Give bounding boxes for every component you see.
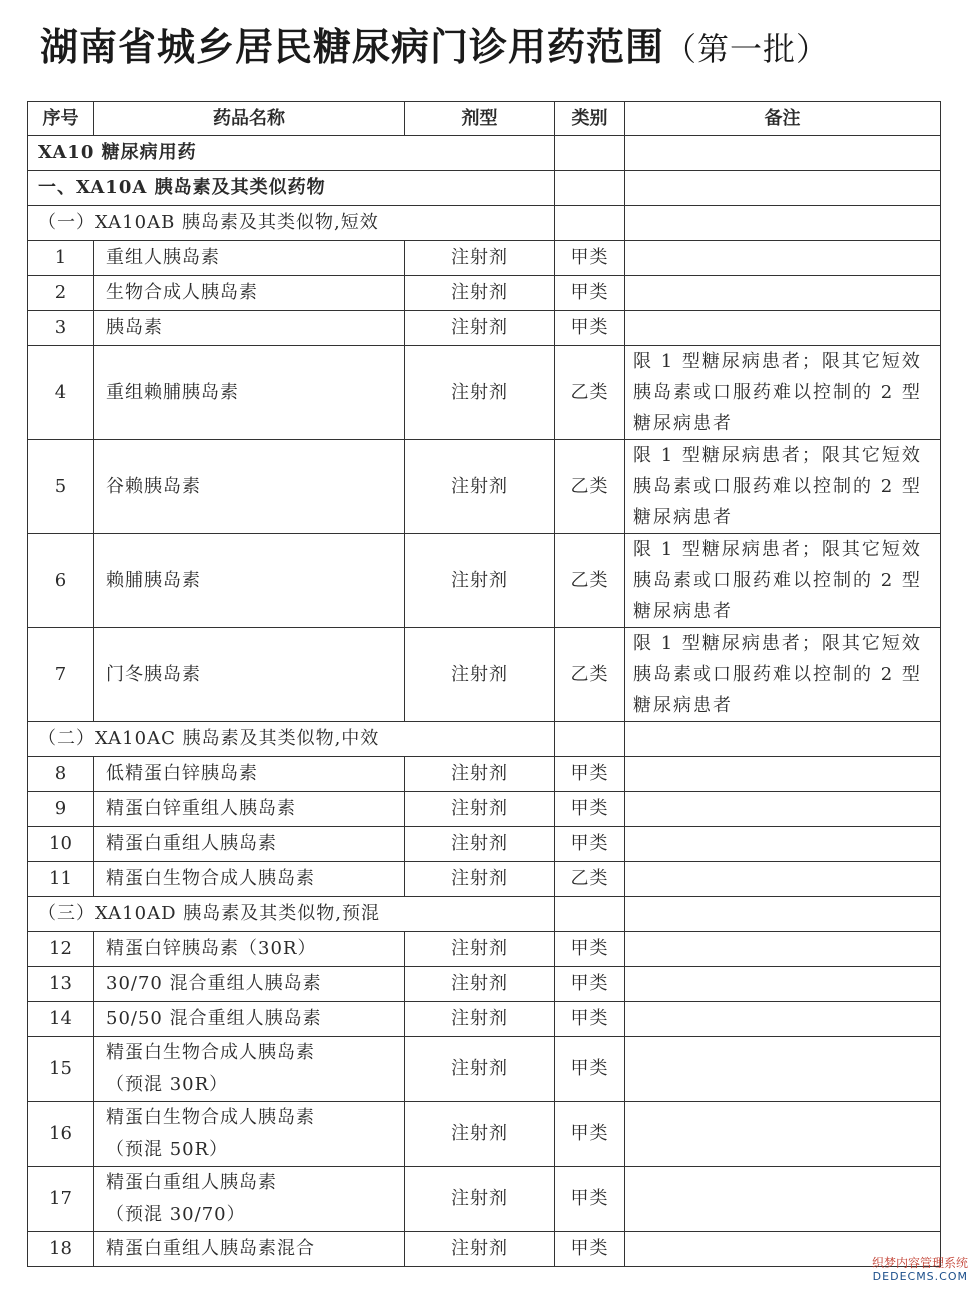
row-category: 甲类	[555, 827, 625, 862]
table-row	[28, 628, 941, 722]
row-form: 注射剂	[405, 241, 555, 276]
row-form: 注射剂	[405, 534, 555, 628]
row-no: 10	[28, 827, 94, 862]
row-note	[625, 827, 941, 862]
watermark	[872, 1256, 968, 1284]
table-row	[28, 1232, 941, 1267]
row-category: 甲类	[555, 1102, 625, 1167]
watermark-line1: 织梦内容管理系统	[871, 1256, 968, 1270]
row-note	[625, 241, 941, 276]
header-category: 类别	[555, 102, 625, 136]
table-row	[28, 241, 941, 276]
row-form: 注射剂	[405, 967, 555, 1002]
empty-cell	[625, 206, 941, 241]
row-name: 谷赖胰岛素	[94, 440, 405, 534]
group-row	[28, 897, 941, 932]
row-note	[625, 862, 941, 897]
group-row	[28, 206, 941, 241]
table-row	[28, 862, 941, 897]
row-name	[94, 1167, 405, 1232]
row-category: 甲类	[555, 1002, 625, 1037]
row-form: 注射剂	[405, 1167, 555, 1232]
row-no: 15	[28, 1037, 94, 1102]
title-main: 湖南省城乡居民糖尿病门诊用药范围	[40, 25, 665, 69]
header-form: 剂型	[405, 102, 555, 136]
header-no: 序号	[28, 102, 94, 136]
empty-cell	[555, 722, 625, 757]
empty-cell	[555, 171, 625, 206]
table-row	[28, 827, 941, 862]
group-row	[28, 722, 941, 757]
table-row	[28, 967, 941, 1002]
row-category: 甲类	[555, 241, 625, 276]
row-note	[625, 1037, 941, 1102]
row-name: 精蛋白重组人胰岛素	[94, 827, 405, 862]
group-2: （二）XA10AC 胰岛素及其类似物,中效	[28, 722, 555, 757]
row-form: 注射剂	[405, 311, 555, 346]
row-name: 精蛋白生物合成人胰岛素	[94, 862, 405, 897]
empty-cell	[555, 136, 625, 171]
section-main: XA10 糖尿病用药	[28, 136, 555, 171]
group-3: （三）XA10AD 胰岛素及其类似物,预混	[28, 897, 555, 932]
row-category: 甲类	[555, 1232, 625, 1267]
row-form: 注射剂	[405, 862, 555, 897]
row-note	[625, 967, 941, 1002]
watermark-line2: DEDECMS.COM	[872, 1270, 968, 1283]
empty-cell	[625, 136, 941, 171]
header-note: 备注	[625, 102, 941, 136]
row-note	[625, 311, 941, 346]
row-no: 9	[28, 792, 94, 827]
row-no: 11	[28, 862, 94, 897]
section-row	[28, 136, 941, 171]
row-name-line1: 精蛋白生物合成人胰岛素	[106, 1042, 315, 1063]
row-no: 7	[28, 628, 94, 722]
table-row	[28, 311, 941, 346]
row-name: 低精蛋白锌胰岛素	[94, 757, 405, 792]
row-no: 5	[28, 440, 94, 534]
row-name-line1: 精蛋白生物合成人胰岛素	[106, 1107, 315, 1128]
row-name: 30/70 混合重组人胰岛素	[94, 967, 405, 1002]
row-note	[625, 792, 941, 827]
row-category: 甲类	[555, 757, 625, 792]
row-name: 重组赖脯胰岛素	[94, 346, 405, 440]
row-no: 17	[28, 1167, 94, 1232]
row-no: 14	[28, 1002, 94, 1037]
row-no: 6	[28, 534, 94, 628]
row-note: 限 1 型糖尿病患者；限其它短效胰岛素或口服药难以控制的 2 型糖尿病患者	[625, 534, 941, 628]
table-row	[28, 932, 941, 967]
row-category: 甲类	[555, 1167, 625, 1232]
row-note	[625, 757, 941, 792]
row-name: 重组人胰岛素	[94, 241, 405, 276]
drug-table	[27, 101, 941, 1267]
row-name	[94, 1102, 405, 1167]
row-category: 甲类	[555, 932, 625, 967]
header-name: 药品名称	[94, 102, 405, 136]
row-note: 限 1 型糖尿病患者；限其它短效胰岛素或口服药难以控制的 2 型糖尿病患者	[625, 628, 941, 722]
row-name: 精蛋白重组人胰岛素混合	[94, 1232, 405, 1267]
row-note	[625, 276, 941, 311]
row-name-line2: （预混 30/70）	[106, 1204, 246, 1225]
row-no: 13	[28, 967, 94, 1002]
row-category: 乙类	[555, 440, 625, 534]
table-row	[28, 440, 941, 534]
row-category: 甲类	[555, 1037, 625, 1102]
row-category: 乙类	[555, 534, 625, 628]
row-category: 甲类	[555, 967, 625, 1002]
empty-cell	[555, 206, 625, 241]
row-category: 甲类	[555, 311, 625, 346]
row-form: 注射剂	[405, 792, 555, 827]
row-form: 注射剂	[405, 628, 555, 722]
row-form: 注射剂	[405, 1002, 555, 1037]
row-form: 注射剂	[405, 1232, 555, 1267]
row-name: 胰岛素	[94, 311, 405, 346]
row-name-line1: 精蛋白重组人胰岛素	[106, 1172, 277, 1193]
row-name: 精蛋白锌重组人胰岛素	[94, 792, 405, 827]
row-no: 12	[28, 932, 94, 967]
row-name: 生物合成人胰岛素	[94, 276, 405, 311]
header-row	[28, 102, 941, 136]
row-form: 注射剂	[405, 1037, 555, 1102]
row-note	[625, 1102, 941, 1167]
row-form: 注射剂	[405, 276, 555, 311]
row-form: 注射剂	[405, 827, 555, 862]
row-name: 门冬胰岛素	[94, 628, 405, 722]
table-row	[28, 1002, 941, 1037]
row-note	[625, 1167, 941, 1232]
row-name	[94, 1037, 405, 1102]
table-row	[28, 1102, 941, 1167]
row-category: 乙类	[555, 628, 625, 722]
row-form: 注射剂	[405, 1102, 555, 1167]
table-row	[28, 346, 941, 440]
row-form: 注射剂	[405, 757, 555, 792]
table-row	[28, 534, 941, 628]
row-form: 注射剂	[405, 440, 555, 534]
table-row	[28, 1167, 941, 1232]
section-a: 一、XA10A 胰岛素及其类似药物	[28, 171, 555, 206]
table-row	[28, 757, 941, 792]
page-title	[40, 16, 829, 71]
row-no: 1	[28, 241, 94, 276]
table-row	[28, 792, 941, 827]
row-name: 精蛋白锌胰岛素（30R）	[94, 932, 405, 967]
title-paren: （第一批）	[664, 30, 830, 68]
row-note: 限 1 型糖尿病患者；限其它短效胰岛素或口服药难以控制的 2 型糖尿病患者	[625, 346, 941, 440]
row-category: 乙类	[555, 346, 625, 440]
row-note	[625, 1002, 941, 1037]
row-note: 限 1 型糖尿病患者；限其它短效胰岛素或口服药难以控制的 2 型糖尿病患者	[625, 440, 941, 534]
row-no: 16	[28, 1102, 94, 1167]
row-form: 注射剂	[405, 346, 555, 440]
row-no: 18	[28, 1232, 94, 1267]
row-no: 2	[28, 276, 94, 311]
empty-cell	[555, 897, 625, 932]
empty-cell	[625, 171, 941, 206]
row-category: 甲类	[555, 276, 625, 311]
row-name-line2: （预混 50R）	[106, 1139, 229, 1160]
empty-cell	[625, 897, 941, 932]
row-note	[625, 932, 941, 967]
table-row	[28, 1037, 941, 1102]
row-name: 50/50 混合重组人胰岛素	[94, 1002, 405, 1037]
row-no: 4	[28, 346, 94, 440]
row-form: 注射剂	[405, 932, 555, 967]
row-name: 赖脯胰岛素	[94, 534, 405, 628]
row-no: 3	[28, 311, 94, 346]
section-row	[28, 171, 941, 206]
group-1: （一）XA10AB 胰岛素及其类似物,短效	[28, 206, 555, 241]
table-row	[28, 276, 941, 311]
row-no: 8	[28, 757, 94, 792]
row-name-line2: （预混 30R）	[106, 1074, 229, 1095]
row-category: 乙类	[555, 862, 625, 897]
row-category: 甲类	[555, 792, 625, 827]
empty-cell	[625, 722, 941, 757]
